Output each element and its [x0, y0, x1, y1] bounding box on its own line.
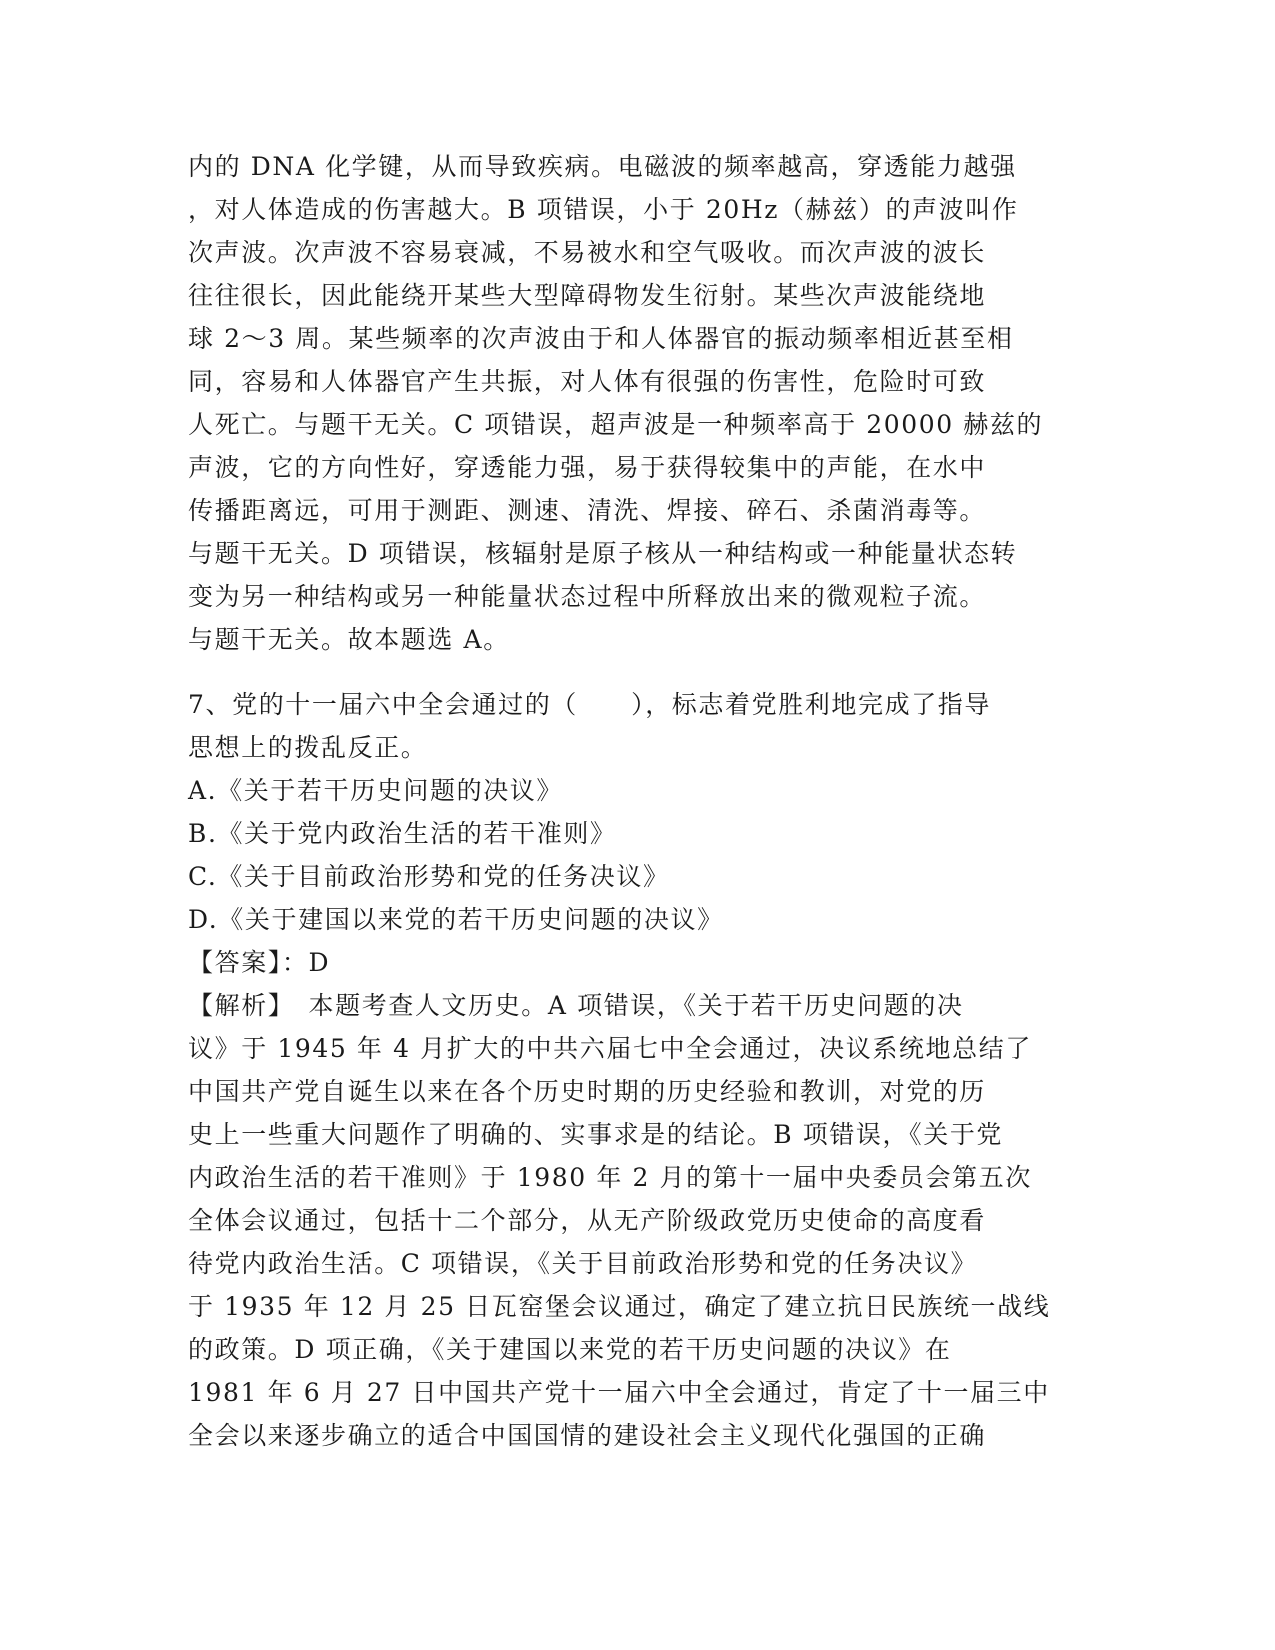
- explanation-line: 1981 年 6 月 27 日中国共产党十一届六中全会通过，肯定了十一届三中: [188, 1378, 1050, 1407]
- explanation-line: 议》于 1945 年 4 月扩大的中共六届七中全会通过，决议系统地总结了: [188, 1034, 1032, 1063]
- option-d: D.《关于建国以来党的若干历史问题的决议》: [188, 905, 724, 934]
- section-gap: [188, 661, 1068, 683]
- explanation-line: 全会以来逐步确立的适合中国国情的建设社会主义现代化强国的正确: [188, 1421, 987, 1450]
- answer: 【答案】：D: [188, 948, 331, 977]
- option-b: B.《关于党内政治生活的若干准则》: [188, 819, 617, 848]
- explanation-line: 内政治生活的若干准则》于 1980 年 2 月的第十一届中央委员会第五次: [188, 1163, 1032, 1192]
- paragraph-line: 与题干无关。D 项错误，核辐射是原子核从一种结构或一种能量状态转: [188, 539, 1018, 568]
- explanation-line: 【解析】 本题考查人文历史。A 项错误，《关于若干历史问题的决: [188, 991, 964, 1020]
- paragraph-line: 往往很长，因此能绕开某些大型障碍物发生衍射。某些次声波能绕地: [188, 281, 987, 310]
- paragraph-line: 人死亡。与题干无关。C 项错误，超声波是一种频率高于 20000 赫兹的: [188, 410, 1044, 439]
- explanation-line: 于 1935 年 12 月 25 日瓦窑堡会议通过，确定了建立抗日民族统一战线: [188, 1292, 1051, 1321]
- paragraph-line: 声波，它的方向性好，穿透能力强，易于获得较集中的声能，在水中: [188, 453, 987, 482]
- explanation-line: 待党内政治生活。C 项错误，《关于目前政治形势和党的任务决议》: [188, 1249, 978, 1278]
- explanation-6-continued: [188, 145, 1068, 661]
- paragraph-line: 内的 DNA 化学键，从而导致疾病。电磁波的频率越高，穿透能力越强: [188, 152, 1017, 181]
- page-content: [188, 145, 1068, 1457]
- paragraph-line: 与题干无关。故本题选 A。: [188, 625, 510, 654]
- paragraph-line: 次声波。次声波不容易衰减，不易被水和空气吸收。而次声波的波长: [188, 238, 987, 267]
- explanation-line: 中国共产党自诞生以来在各个历史时期的历史经验和教训，对党的历: [188, 1077, 987, 1106]
- explanation-line: 全体会议通过，包括十二个部分，从无产阶级政党历史使命的高度看: [188, 1206, 987, 1235]
- question-7: [188, 683, 1068, 1457]
- paragraph-line: 变为另一种结构或另一种能量状态过程中所释放出来的微观粒子流。: [188, 582, 987, 611]
- option-c: C.《关于目前政治形势和党的任务决议》: [188, 862, 670, 891]
- question-stem: 7、党的十一届六中全会通过的（ ），标志着党胜利地完成了指导: [188, 690, 992, 719]
- explanation-line: 史上一些重大问题作了明确的、实事求是的结论。B 项错误，《关于党: [188, 1120, 1004, 1149]
- paragraph-line: 同，容易和人体器官产生共振，对人体有很强的伤害性，危险时可致: [188, 367, 987, 396]
- explanation-line: 的政策。D 项正确，《关于建国以来党的若干历史问题的决议》在: [188, 1335, 952, 1364]
- paragraph-line: 球 2～3 周。某些频率的次声波由于和人体器官的振动频率相近甚至相: [188, 324, 1014, 353]
- paragraph-line: ，对人体造成的伤害越大。B 项错误，小于 20Hz（赫兹）的声波叫作: [188, 195, 1019, 224]
- option-a: A.《关于若干历史问题的决议》: [188, 776, 564, 805]
- paragraph-line: 传播距离远，可用于测距、测速、清洗、焊接、碎石、杀菌消毒等。: [188, 496, 987, 525]
- question-stem: 思想上的拨乱反正。: [188, 733, 428, 762]
